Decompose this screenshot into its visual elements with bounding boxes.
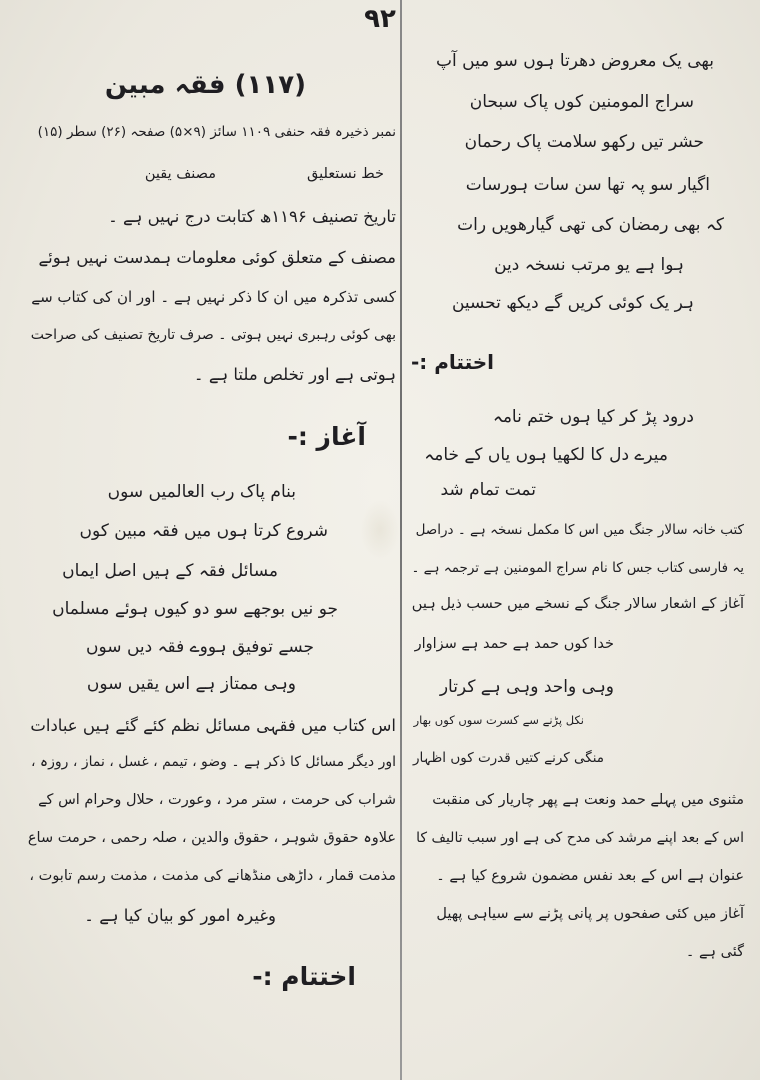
verse-line: بنام پاک رب العالمیں سوں (107, 482, 296, 502)
column-divider (400, 0, 402, 1080)
text-line: مصنف کے متعلق کوئی معلومات ہمدست نہیں ہوئے (38, 248, 396, 267)
author-label: مصنف یقین (144, 166, 216, 182)
description-line: مذمت قمار ، داڑھی منڈھانے کی مذمت ، مذمت رسم تابوت ، (29, 868, 396, 884)
text-line: تاریخ تصنیف ۱۱۹۶ھ کتابت درج نہیں ہے ۔ (108, 207, 396, 226)
description-line: اس کتاب میں فقہی مسائل نظم کئے گئے ہیں عبادات (30, 716, 396, 735)
verse-line: تمت تمام شد (440, 480, 536, 500)
verse-line: میرے دل کا لکھیا ہوں یاں کے خامہ (424, 445, 668, 465)
description-line: اور دیگر مسائل کا ذکر ہے ۔ وضو ، تیمم ، غسل ، نماز ، روزہ ، (30, 754, 396, 770)
closing-line: مثنوی میں پہلے حمد ونعت ہے پھر چاریار کی منقبت (432, 792, 744, 808)
description-line: علاوہ حقوق شوہر ، حقوق والدین ، صلہ رحمی ، حرمت ساع (27, 830, 396, 846)
verse-line: کہ بھی رمضان کی تھی گیارھویں رات (457, 215, 724, 235)
verse-line: منگی کرنے کتیں قدرت کوں اظہار (413, 750, 604, 766)
ikhtitam-heading-right: اختتام :- (410, 350, 494, 374)
verse-line: مسائل فقہ کے ہیں اصل ایماں (62, 561, 278, 581)
verse-line: شروع کرتا ہوں میں فقہ مبین کوں (79, 521, 328, 541)
ikhtitam-heading-left: اختتام :- (252, 962, 356, 991)
page-number: ۹۲ (364, 4, 396, 34)
entry-title: (۱۱۷) فقہ مبین (104, 70, 306, 100)
text-line: ہوتی ہے اور تخلص ملتا ہے ۔ (193, 365, 396, 384)
verse-line: حشر تیں رکھو سلامت پاک رحمان (464, 132, 704, 152)
verse-line: وہی واحد وہی ہے کرتار (439, 677, 614, 697)
description-line: وغیرہ امور کو بیان کیا ہے ۔ (84, 906, 276, 925)
closing-line: آغاز میں کئی صفحوں پر پانی پڑنے سے سیاہی پھیل (436, 906, 744, 922)
verse-line: ہر یک کوئی کریں گے دیکھ تحسین (451, 293, 694, 313)
text-line: کسی تذکرہ میں ان کا ذکر نہیں ہے ۔ اور ان کی کتاب سے (31, 288, 396, 306)
verse-line: نکل پڑنے سے کسرت سوں کوں بھار (413, 713, 584, 727)
verse-line: خدا کوں حمد ہے حمد ہے سزاوار (414, 636, 614, 652)
verse-line: اگیار سو پہ تھا سن سات ہورسات (465, 175, 710, 195)
verse-line: بھی یک معروض دھرتا ہوں سو میں آپ (436, 51, 714, 71)
aghaz-heading: آغاز :- (287, 422, 366, 451)
verse-line: جسے توفیق ہووے فقہ دیں سوں (86, 637, 314, 657)
closing-line: اس کے بعد اپنے مرشد کی مدح کی ہے اور سبب تالیف کا (416, 830, 744, 846)
verse-line: وہی ممتاز ہے اس یقیں سوں (86, 674, 296, 694)
paper-stain (360, 500, 400, 560)
verse-line: جو نیں بوجھے سو دو کیوں ہوئے مسلماں (52, 599, 338, 619)
script-label: خط نستعلیق (307, 166, 384, 182)
closing-line: عنوان ہے اس کے بعد نفس مضمون شروع کیا ہے ۔ (436, 868, 744, 884)
text-line: بھی کوئی رہبری نہیں ہوتی ۔ صرف تاریخ تصنیف کی صراحت (30, 327, 396, 343)
closing-line: گئی ہے ۔ (685, 944, 744, 960)
note-line: کتب خانہ سالار جنگ میں اس کا مکمل نسخہ ہے ۔ دراصل (415, 522, 744, 538)
description-line: شراب کی حرمت ، ستر مرد ، وعورت ، حلال وحرام اس کے (38, 792, 396, 808)
verse-line: سراج المومنین کوں پاک سبحان (469, 92, 694, 112)
manuscript-info: نمبر ذخیرہ فقہ حنفی ۱۱۰۹ سائز (۹×۵) صفحہ (۲۶) سطر (۱۵) (37, 124, 396, 140)
verse-line: ہوا ہے یو مرتب نسخہ دین (494, 255, 684, 275)
note-line: آغاز کے اشعار سالار جنگ کے نسخے میں حسب ذیل ہیں (411, 596, 744, 612)
note-line: یہ فارسی کتاب جس کا نام سراج المومنین ہے ترجمہ ہے ۔ (411, 560, 744, 576)
verse-line: درود پڑ کر کیا ہوں ختم نامہ (492, 407, 694, 427)
